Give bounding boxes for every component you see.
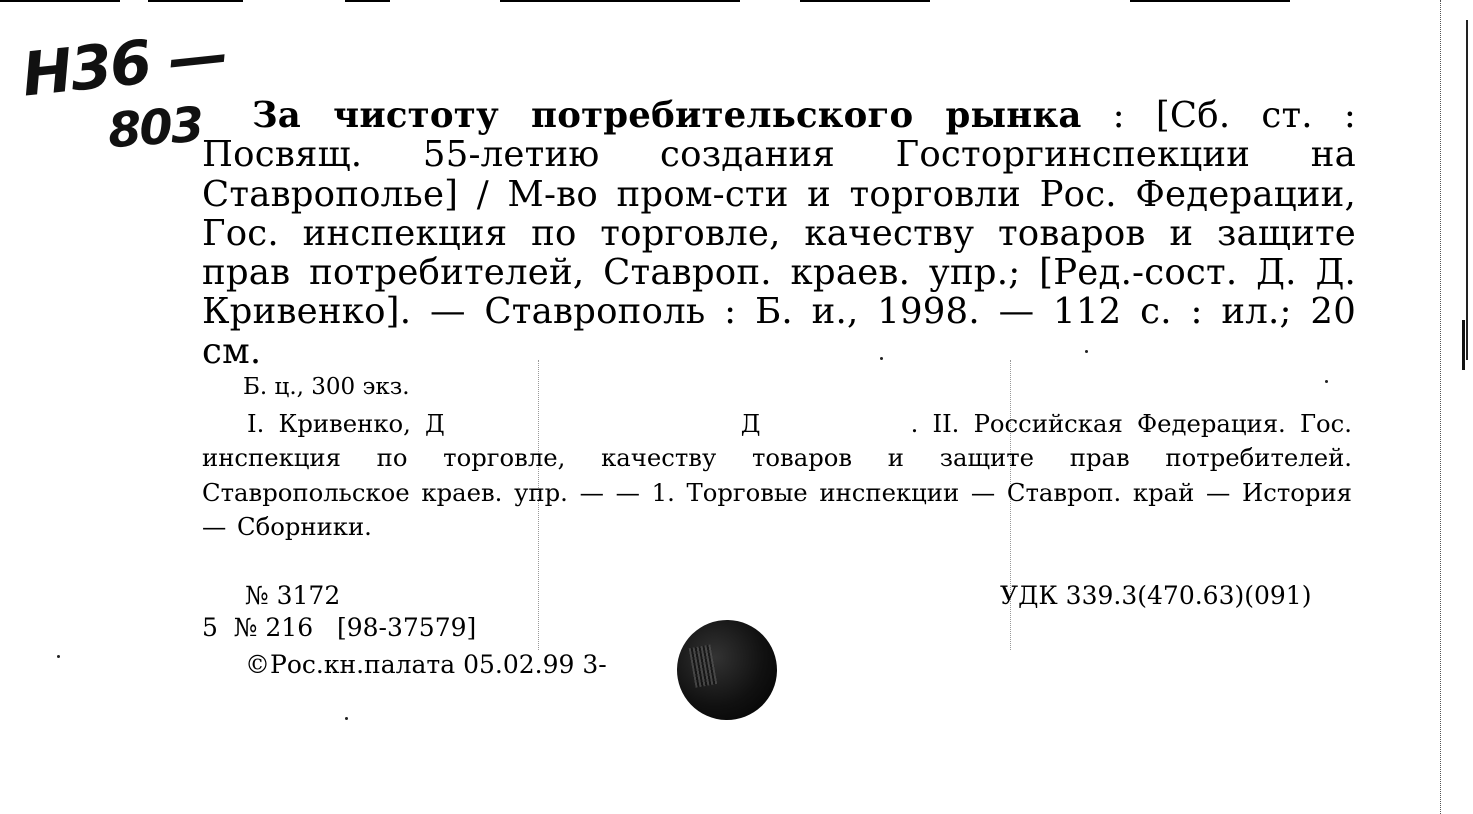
scan-speck xyxy=(880,357,883,360)
scan-edge-mark xyxy=(1462,320,1473,370)
handwritten-shelfmark: Н36 — xyxy=(18,19,230,111)
udk-code: УДК 339.3(470.63)(091) xyxy=(1000,581,1312,610)
price-edition-line: Б. ц., 300 экз. xyxy=(243,374,410,400)
registration-number: 5 № 216 [98-37579] xyxy=(202,613,477,642)
tracing-subjects: . II. Российская Федерация. Гос. инспекция по торговле, качеству товаров и защите прав потребителей. Ставропольское краев. упр. — — 1. Торговые инспекции — Ставроп. край — История — Сборники. xyxy=(202,409,1352,541)
ink-stamp xyxy=(669,612,785,728)
scan-top-edge xyxy=(0,0,1473,3)
tracing-person: I. Кривенко, Д xyxy=(247,409,445,438)
tracings-block xyxy=(202,407,1352,544)
chamber-imprint: ©Рос.кн.палата 05.02.99 3- xyxy=(245,650,607,679)
tracing-person-initial: Д xyxy=(740,409,761,438)
scan-speck xyxy=(345,717,348,720)
scan-speck xyxy=(1085,350,1088,353)
scan-speck xyxy=(1325,380,1328,383)
card-number: № 3172 xyxy=(245,581,341,610)
scan-right-border xyxy=(1466,20,1469,360)
scan-speck xyxy=(57,655,60,658)
entry-body: : [Сб. ст. : Посвящ. 55-летию создания Госторгинспекции на Ставрополье] / М-во пром-сти и торговли Рос. Федерации, Гос. инспекция по торговле, качеству товаров и защите прав потребителей, Ставроп. краев. упр.; [Ред.-сост. Д. Д. Кривенко]. — Ставрополь : Б. и., 1998. — 112 с. : ил.; 20 см. xyxy=(202,95,1356,372)
bibliographic-entry xyxy=(202,96,1356,371)
handwritten-shelfmark-number: 803 xyxy=(106,96,205,160)
scan-right-edge xyxy=(1440,0,1442,814)
entry-title: За чистоту потребительского рынка xyxy=(252,95,1082,136)
